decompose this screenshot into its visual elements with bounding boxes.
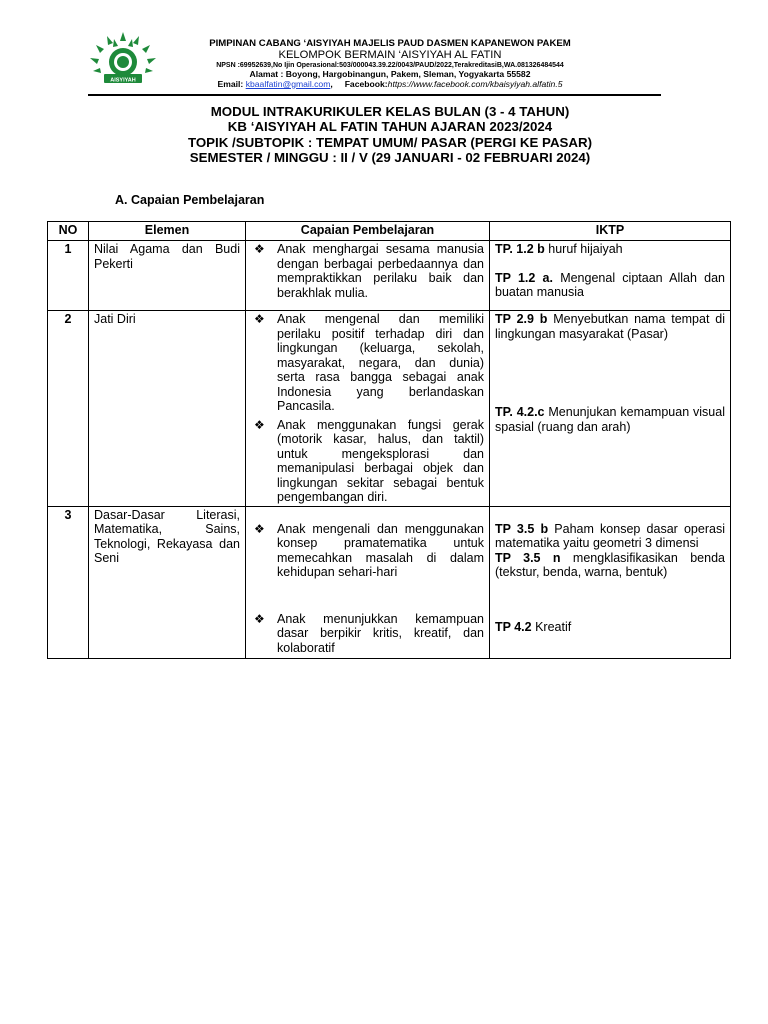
- iktp-code: TP. 4.2.c: [495, 405, 545, 419]
- iktp-item: [495, 271, 725, 300]
- school-name: KELOMPOK BERMAIN ‘AISYIYAH AL FATIN: [278, 49, 502, 62]
- row-elemen: Dasar-Dasar Literasi, Matematika, Sains, Teknologi, Rekayasa dan Seni: [89, 506, 246, 658]
- iktp-item: [495, 620, 725, 635]
- table-row: [48, 241, 731, 311]
- row-capaian: [246, 311, 490, 507]
- capaian-item: [251, 612, 484, 656]
- iktp-text: mengklasifikasikan benda (tekstur, benda, warna, bentuk): [495, 550, 725, 579]
- capaian-item: [251, 522, 484, 580]
- row-elemen: Jati Diri: [89, 311, 246, 507]
- iktp-item: [495, 551, 725, 580]
- diamond-bullet-icon: ❖: [254, 417, 265, 432]
- iktp-text: huruf hijaiyah: [544, 242, 623, 256]
- facebook-url: https://www.facebook.com/kbaisyiyah.alfatin.5: [387, 78, 563, 89]
- letterhead: [160, 38, 620, 90]
- capaian-text: Anak mengenal dan memiliki perilaku positif terhadap diri dan lingkungan (keluarga, sekolah, masyarakat, negara, dan dunia) serta rasa bangga sebagai anak Indonesia yang berlandaskan Pancasila.: [277, 312, 484, 413]
- capaian-item: [251, 312, 484, 414]
- document-titles: [100, 104, 680, 166]
- title-line-4: SEMESTER / MINGGU : II / V (29 JANUARI - 02 FEBRUARI 2024): [189, 150, 591, 166]
- table-header-row: [48, 222, 731, 241]
- school-address: Alamat : Boyong, Hargobinangun, Pakem, Sleman, Yogyakarta 55582: [249, 68, 531, 79]
- iktp-code: TP 2.9 b: [495, 312, 548, 326]
- header-iktp: IKTP: [490, 222, 731, 241]
- header-divider: [88, 94, 661, 96]
- row-no: 1: [48, 241, 89, 311]
- iktp-text: Kreatif: [531, 619, 572, 634]
- email-label: Email:: [217, 78, 244, 89]
- header-capaian: Capaian Pembelajaran: [246, 222, 490, 241]
- row-iktp: [490, 506, 731, 658]
- header-elemen: Elemen: [89, 222, 246, 241]
- capaian-item: [251, 242, 484, 300]
- row-capaian: [246, 506, 490, 658]
- title-line-3: TOPIK /SUBTOPIK : TEMPAT UMUM/ PASAR (PERGI KE PASAR): [187, 134, 593, 150]
- row-no: 3: [48, 506, 89, 658]
- header-no: NO: [48, 222, 89, 241]
- facebook-label: Facebook:: [344, 78, 388, 89]
- iktp-code: TP 3.5 b: [495, 521, 549, 536]
- capaian-text: Anak menghargai sesama manusia dengan berbagai perbedaannya dan mempraktikkan perilaku baik dan berakhlak mulia.: [277, 242, 484, 300]
- diamond-bullet-icon: ❖: [254, 611, 265, 626]
- iktp-item: [495, 242, 725, 257]
- org-name: PIMPINAN CABANG ‘AISYIYAH MAJELIS PAUD DASMEN KAPANEWON PAKEM: [209, 38, 571, 49]
- iktp-text: Mengenal ciptaan Allah dan buatan manusia: [495, 270, 726, 299]
- iktp-text: Menunjukan kemampuan visual spasial (ruang dan arah): [495, 405, 725, 434]
- iktp-code: TP 3.5 n: [495, 550, 561, 565]
- capaian-table: [47, 221, 731, 659]
- table-row: [48, 506, 731, 658]
- logo-text: AISYIYAH: [110, 77, 136, 84]
- capaian-item: [251, 418, 484, 505]
- diamond-bullet-icon: ❖: [254, 312, 265, 326]
- iktp-code: TP 1.2 a.: [495, 270, 553, 285]
- section-title: A. Capaian Pembelajaran: [115, 193, 265, 207]
- row-iktp: [490, 311, 731, 507]
- capaian-text: Anak menggunakan fungsi gerak (motorik kasar, halus, dan taktil) untuk mengeksplorasi dan memanipulasi berbagai objek dan lingkungan sekitar sebagai bentuk pengembangan diri.: [277, 417, 484, 504]
- row-iktp: [490, 241, 731, 311]
- iktp-text: Paham konsep dasar operasi matematika yaitu geometri 3 dimensi: [495, 521, 725, 550]
- iktp-code: TP 4.2: [495, 619, 532, 634]
- title-line-1: MODUL INTRAKURIKULER KELAS BULAN (3 - 4 TAHUN): [210, 104, 570, 119]
- row-elemen: Nilai Agama dan Budi Pekerti: [89, 241, 246, 311]
- iktp-code: TP. 1.2 b: [495, 242, 545, 256]
- iktp-item: [495, 312, 725, 341]
- iktp-item: [495, 522, 725, 551]
- diamond-bullet-icon: ❖: [254, 521, 265, 536]
- title-line-2: KB ‘AISYIYAH AL FATIN TAHUN AJARAN 2023/2024: [227, 119, 553, 135]
- iktp-text: Menyebutkan nama tempat di lingkungan masyarakat (Pasar): [495, 312, 725, 341]
- contact-line: Email: kbaalfatin@gmail.com, Facebook:https://www.facebook.com/kbaisyiyah.alfatin.5: [217, 78, 563, 89]
- aisyiyah-logo-icon: [87, 31, 159, 91]
- capaian-text: Anak menunjukkan kemampuan dasar berpikir kritis, kreatif, dan kolaboratif: [277, 611, 484, 655]
- school-registration: NPSN :69952639,No Ijin Operasional:503/000043.39.22/0043/PAUD/2022,TerakreditasiB,WA.081326484544: [216, 61, 564, 69]
- row-no: 2: [48, 311, 89, 507]
- capaian-text: Anak mengenali dan menggunakan konsep pramatematika untuk memecahkan masalah di dalam kehidupan sehari-hari: [277, 521, 484, 579]
- email-link[interactable]: kbaalfatin@gmail.com: [245, 78, 331, 89]
- iktp-item: [495, 405, 725, 434]
- row-capaian: [246, 241, 490, 311]
- table-row: [48, 311, 731, 507]
- diamond-bullet-icon: ❖: [254, 242, 265, 256]
